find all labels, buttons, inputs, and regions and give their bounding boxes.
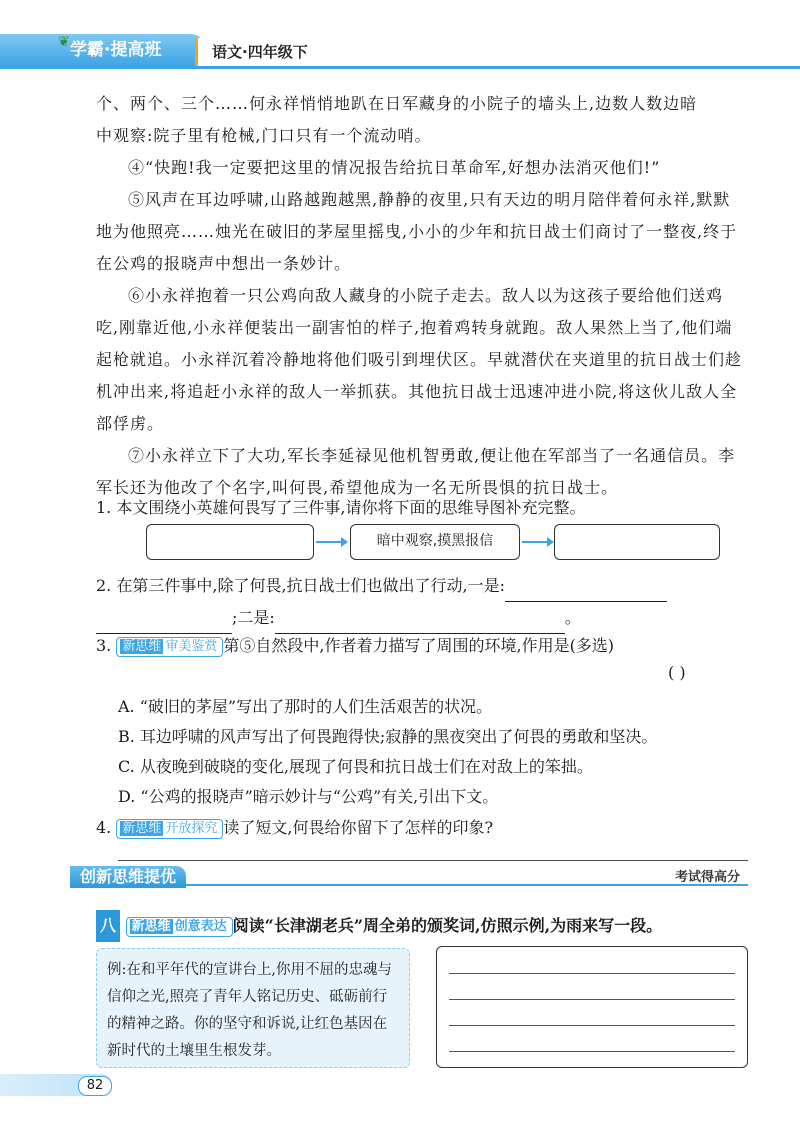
tag-new-thinking: 新思维 [122, 638, 162, 654]
leaf-icon: ❦ [58, 34, 70, 50]
option-a[interactable]: A. “破旧的茅屋”写出了那时的人们生活艰苦的状况。 [118, 697, 493, 716]
section-right-label: 考试得高分 [674, 870, 740, 885]
arrow-right-icon [316, 541, 346, 543]
tag-new-thinking: 新思维 [131, 918, 171, 934]
question-1: 1. 本文围绕小英雄何畏写了三件事,请你将下面的思维导图补充完整。 [96, 498, 586, 517]
mindmap-box-1[interactable] [146, 524, 314, 560]
question-8-tag [126, 917, 233, 937]
writing-line [449, 999, 735, 1000]
question-3-tag [116, 637, 223, 657]
page-header [0, 0, 800, 68]
question-3-text: 第⑤自然段中,作者着力描写了周围的环境,作用是(多选) [223, 636, 615, 655]
subject-label: 语文·四年级下 [195, 38, 322, 66]
question-8-text: 阅读“长津湖老兵”周全弟的颁奖词,仿照示例,为雨来写一段。 [232, 916, 663, 935]
mindmap-box-2-text: 暗中观察,摸黑报信 [376, 533, 494, 549]
option-d[interactable]: D. “公鸡的报晓声”暗示妙计与“公鸡”有关,引出下文。 [118, 787, 499, 806]
paragraph-4: ④“快跑!我一定要把这里的情况报告给抗日革命军,好想办法消灭他们!” [128, 158, 661, 177]
paragraph-6: ⑥小永祥抱着一只公鸡向敌人藏身的小院子走去。敌人以为这孩子要给他们送鸡吃,刚靠近他,小永祥便装出一副害怕的样子,抱着鸡转身就跑。敌人果然上当了,他们端起枪就追。小永祥沉着冷静地将他们吸引到埋伏区。早就潜伏在夹道里的抗日战士们趁机冲出来,将追赶小永祥的敌人一举抓获。其他抗日战士迅速冲进小院,将这伙儿敌人全部俘虏。 [96, 286, 743, 433]
writing-line [449, 1051, 735, 1052]
tag-new-thinking: 新思维 [122, 820, 162, 836]
mindmap-box-2 [350, 524, 520, 560]
page-number: 82 [78, 1076, 112, 1096]
option-c[interactable]: C. 从夜晚到破晓的变化,展现了何畏和抗日战士们在对敌上的笨拙。 [118, 757, 593, 776]
tag-aesthetic: 审美鉴赏 [165, 638, 218, 654]
writing-line [449, 1025, 735, 1026]
question-8 [96, 910, 746, 942]
question-4 [96, 812, 746, 844]
answer-blank-1[interactable] [505, 581, 667, 602]
question-3 [96, 630, 746, 662]
question-4-num: 4. [96, 818, 112, 837]
question-2-end: 。 [564, 608, 581, 627]
section-title: 创新思维提优 [70, 866, 186, 888]
question-4-text: 读了短文,何畏给你留下了怎样的印象? [223, 818, 494, 837]
option-b[interactable]: B. 耳边呼啸的风声写出了何畏跑得快;寂静的黑夜突出了何畏的勇敢和坚决。 [118, 727, 658, 746]
question-2-text-a: 2. 在第三件事中,除了何畏,抗日战士们也做出了行动,一是: [96, 576, 506, 595]
question-2-text-b: ;二是: [232, 608, 275, 627]
answer-paren[interactable]: ( ) [668, 663, 686, 682]
paragraph-5: ⑤风声在耳边呼啸,山路越跑越黑,静静的夜里,只有天边的明月陪伴着何永祥,默默地为他照亮……烛光在破旧的茅屋里摇曳,小小的少年和抗日战士们商讨了一整夜,终于在公鸡的报晓声中想出一条妙计。 [96, 190, 738, 273]
tag-creative: 创意表达 [174, 918, 227, 934]
answer-line[interactable] [118, 860, 748, 861]
brand-title: 学霸·提高班 [0, 34, 205, 66]
tag-open-explore: 开放探究 [165, 820, 218, 836]
passage-line-2: 中观察:院子里有枪械,门口只有一个流动哨。 [96, 126, 432, 145]
question-8-num: 八 [96, 910, 120, 942]
arrow-right-icon [522, 541, 552, 543]
question-4-tag [116, 819, 223, 839]
question-2 [96, 570, 746, 602]
writing-line [449, 973, 735, 974]
example-box: 例:在和平年代的宣讲台上,你用不屈的忠魂与信仰之光,照亮了青年人铭记历史、砥砺前行的精神之路。你的坚守和诉说,让红色基因在新时代的土壤里生根发芽。 [96, 948, 410, 1068]
paragraph-7: ⑦小永祥立下了大功,军长李延禄见他机智勇敢,便让他在军部当了一名通信员。李军长还为他改了个名字,叫何畏,希望他成为一名无所畏惧的抗日战士。 [96, 446, 736, 497]
question-3-num: 3. [96, 636, 112, 655]
mindmap-box-3[interactable] [554, 524, 720, 560]
passage-line-1: 个、两个、三个……何永祥悄悄地趴在日军藏身的小院子的墙头上,边数人数边暗 [96, 94, 698, 113]
writing-box[interactable] [436, 946, 748, 1068]
header-divider [0, 66, 800, 69]
